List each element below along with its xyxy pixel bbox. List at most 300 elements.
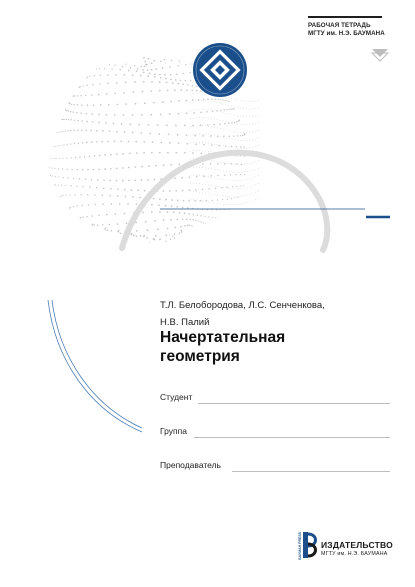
decor-dot xyxy=(193,112,195,114)
decor-dot xyxy=(62,169,63,170)
decor-dot xyxy=(59,158,60,159)
decor-dot xyxy=(207,124,209,126)
decor-dot xyxy=(211,144,213,146)
decor-dot xyxy=(135,103,137,105)
decor-dot xyxy=(239,197,240,198)
decor-dot xyxy=(130,67,132,69)
decor-dot xyxy=(166,82,168,84)
decor-dot xyxy=(162,67,164,69)
decor-dot xyxy=(77,130,79,132)
decor-dot xyxy=(110,154,112,156)
decor-dot xyxy=(128,70,130,72)
decor-dot xyxy=(180,89,182,91)
decor-dot xyxy=(55,184,56,185)
decor-dot xyxy=(217,175,219,177)
decor-dot xyxy=(222,199,223,200)
series-label xyxy=(308,16,388,38)
decor-dot xyxy=(173,211,175,213)
university-emblem-icon xyxy=(192,42,248,98)
decor-dot xyxy=(55,146,56,147)
decor-dot xyxy=(230,108,231,109)
decor-dot xyxy=(216,209,217,210)
decor-dot xyxy=(179,62,180,63)
title-line-1: Начертательная xyxy=(160,329,286,346)
decor-dot xyxy=(133,91,135,93)
decor-dot xyxy=(234,122,235,123)
series-line-2: МГТУ им. Н.Э. БАУМАНА xyxy=(308,30,385,37)
decor-dot xyxy=(231,198,232,199)
decor-dot xyxy=(243,147,244,148)
decor-dot xyxy=(177,200,179,202)
decor-dot xyxy=(87,194,89,196)
decor-dot xyxy=(148,165,150,167)
teacher-label: Преподаватель xyxy=(160,460,221,470)
decor-dot xyxy=(79,157,81,159)
group-field xyxy=(160,426,390,438)
decor-dot xyxy=(169,113,171,115)
decor-dot xyxy=(169,66,171,68)
decor-dot xyxy=(77,104,78,105)
decor-dot xyxy=(223,136,225,138)
decor-dot xyxy=(94,155,96,157)
decor-dot xyxy=(203,99,205,101)
decor-dot xyxy=(104,168,106,170)
decor-dot xyxy=(49,167,50,168)
group-input-line[interactable] xyxy=(194,437,390,438)
decor-dot xyxy=(152,141,154,143)
decor-dot xyxy=(96,141,98,143)
decor-dot xyxy=(102,203,104,205)
decor-dot xyxy=(125,82,127,84)
decor-wave-line xyxy=(190,167,260,172)
decor-dot xyxy=(208,188,210,190)
decor-dot xyxy=(184,225,186,227)
decor-dot xyxy=(85,95,87,97)
teacher-field xyxy=(160,460,390,472)
decor-dot xyxy=(200,111,202,113)
decor-dot xyxy=(151,81,153,83)
decor-dot xyxy=(220,99,221,100)
decor-dot xyxy=(51,168,52,169)
decor-dot xyxy=(204,216,205,217)
decor-dot xyxy=(237,197,238,198)
decor-dot xyxy=(165,205,167,207)
decor-dot xyxy=(117,195,119,197)
decor-dot xyxy=(111,230,113,232)
decor-dot xyxy=(95,204,97,206)
decor-dot xyxy=(186,89,188,91)
decor-dot xyxy=(123,74,125,76)
decor-dot xyxy=(69,208,70,209)
decor-dot xyxy=(151,211,153,213)
decor-dot xyxy=(236,186,237,187)
decor-dot xyxy=(169,234,170,235)
decor-dot xyxy=(96,187,98,189)
decor-dot xyxy=(98,122,100,124)
decor-dot xyxy=(77,169,78,170)
chevron-down-icon xyxy=(370,47,390,63)
decor-dot xyxy=(203,175,205,177)
decor-wave-line xyxy=(190,134,260,140)
decor-dot xyxy=(200,124,202,126)
decor-dot xyxy=(182,83,184,85)
decor-dot xyxy=(163,59,164,60)
student-input-line[interactable] xyxy=(198,403,390,404)
decor-dot xyxy=(94,75,95,76)
decor-dot xyxy=(165,63,166,64)
decor-dot xyxy=(169,190,171,192)
decor-dot xyxy=(177,83,179,85)
decor-dot xyxy=(91,94,93,96)
decor-dot xyxy=(185,64,186,65)
decor-dot xyxy=(178,142,180,144)
decor-dot xyxy=(107,229,109,231)
decor-dot xyxy=(235,174,236,175)
decor-dot xyxy=(227,199,228,200)
decor-dot xyxy=(101,141,103,143)
decor-dot xyxy=(109,130,111,132)
decor-dot xyxy=(122,66,123,67)
decor-dot xyxy=(233,135,234,136)
decor-dot xyxy=(170,164,172,166)
decor-dot xyxy=(179,60,180,61)
decor-dot xyxy=(192,226,193,227)
large-gray-arc xyxy=(122,153,327,250)
decor-dot xyxy=(144,190,146,192)
decor-dot xyxy=(226,109,227,110)
decor-dot xyxy=(151,69,153,71)
decor-dot xyxy=(124,131,126,133)
decor-dot xyxy=(68,119,69,120)
decor-dot xyxy=(186,218,188,220)
decor-dot xyxy=(65,195,66,196)
decor-dot xyxy=(79,87,80,88)
decor-dot xyxy=(136,230,138,232)
decor-dot xyxy=(163,219,165,221)
decor-dot xyxy=(183,73,185,75)
decor-dot xyxy=(55,176,56,177)
decor-dot xyxy=(154,220,156,222)
decor-dot xyxy=(175,125,177,127)
decor-dot xyxy=(224,100,225,101)
decor-dot xyxy=(163,164,165,166)
decor-dot xyxy=(114,141,116,143)
decor-dot xyxy=(147,75,149,77)
decor-dot xyxy=(127,203,129,205)
decor-dot xyxy=(99,68,100,69)
decor-dot xyxy=(228,101,229,102)
decor-dot xyxy=(226,100,227,101)
decor-dot xyxy=(63,119,64,120)
decor-dot xyxy=(92,121,94,123)
decor-dot xyxy=(102,194,104,196)
decor-dot xyxy=(116,180,118,182)
publisher-mark-icon xyxy=(300,530,318,560)
decor-dot xyxy=(170,219,172,221)
decor-wave-line xyxy=(190,190,260,197)
decor-dot xyxy=(242,135,243,136)
decor-dot xyxy=(202,163,204,165)
decor-dot xyxy=(159,211,161,213)
decor-dot xyxy=(89,76,90,77)
decor-dot xyxy=(192,219,193,220)
decor-dot xyxy=(102,224,104,226)
decor-dot xyxy=(80,86,81,87)
decor-dot xyxy=(153,238,155,240)
decor-dot xyxy=(135,141,137,143)
decor-dot xyxy=(106,214,108,216)
decor-dot xyxy=(142,91,144,93)
decor-dot xyxy=(96,130,98,132)
decor-dot xyxy=(212,110,214,112)
decor-dot xyxy=(211,200,212,201)
decor-dot xyxy=(224,174,226,176)
decor-dot xyxy=(185,100,187,102)
decor-dot xyxy=(187,84,189,86)
decor-dot xyxy=(107,82,109,84)
decor-dot xyxy=(76,112,78,114)
decor-dot xyxy=(136,71,138,73)
decor-dot xyxy=(116,131,118,133)
decor-dot xyxy=(184,212,186,214)
decor-dot xyxy=(87,104,89,106)
decor-dot xyxy=(151,152,153,154)
decor-dot xyxy=(200,215,201,216)
decor-dot xyxy=(186,112,188,114)
decor-dot xyxy=(212,217,213,218)
decor-dot xyxy=(53,158,54,159)
decor-dot xyxy=(149,73,151,75)
decor-dot xyxy=(172,236,173,237)
decor-dot xyxy=(53,146,54,147)
decor-dot xyxy=(143,235,145,237)
decor-dot xyxy=(143,152,145,154)
decor-dot xyxy=(177,134,179,136)
decor-dot xyxy=(223,109,224,110)
decor-dot xyxy=(140,66,142,68)
decor-dot xyxy=(232,186,233,187)
decor-dot xyxy=(210,135,212,137)
decor-dot xyxy=(132,114,134,116)
decor-dot xyxy=(135,166,137,168)
decor-dot xyxy=(143,72,145,74)
decor-dot xyxy=(71,119,72,120)
decor-dot xyxy=(98,169,100,171)
decor-dot xyxy=(240,174,241,175)
decor-dot xyxy=(85,129,87,131)
decor-dot xyxy=(73,178,74,179)
decor-dot xyxy=(227,187,228,188)
blue-outline-arc-inner xyxy=(52,300,142,428)
decor-dot xyxy=(61,185,62,186)
decor-dot xyxy=(131,233,132,234)
decor-dot xyxy=(106,114,108,116)
decor-dot xyxy=(136,203,138,205)
decor-dot xyxy=(174,238,175,239)
decor-dot xyxy=(240,135,241,136)
publisher-name: ИЗДАТЕЛЬСТВО xyxy=(321,540,393,550)
decor-dot xyxy=(171,205,173,207)
decor-dot xyxy=(89,186,91,188)
decor-dot xyxy=(159,152,161,154)
decor-dot xyxy=(230,174,231,175)
decor-dot xyxy=(93,104,95,106)
decor-dot xyxy=(141,114,143,116)
decor-dot xyxy=(141,166,143,168)
decor-dot xyxy=(66,158,67,159)
decor-dot xyxy=(202,189,204,191)
publisher-logo xyxy=(300,530,395,564)
decor-dot xyxy=(124,189,126,191)
decor-dot xyxy=(192,99,194,101)
decor-dot xyxy=(92,84,94,86)
decor-dot xyxy=(164,74,166,76)
decor-dot xyxy=(151,62,153,64)
decor-dot xyxy=(179,233,181,235)
decor-dot xyxy=(86,121,88,123)
decor-dot xyxy=(158,204,160,206)
decor-dot xyxy=(171,60,172,61)
decor-dot xyxy=(215,217,216,218)
decor-dot xyxy=(144,65,146,67)
decor-dot xyxy=(57,132,58,133)
decor-dot xyxy=(65,185,66,186)
decor-dot xyxy=(140,132,142,134)
decor-dot xyxy=(119,203,121,205)
teacher-input-line[interactable] xyxy=(232,471,390,472)
decor-dot xyxy=(114,114,116,116)
decor-dot xyxy=(123,92,125,94)
decor-dot xyxy=(70,130,71,131)
decor-dot xyxy=(93,169,95,171)
decor-dot xyxy=(157,229,159,231)
decor-dot xyxy=(148,58,150,60)
decor-dot xyxy=(218,145,220,147)
decor-dot xyxy=(131,189,133,191)
decor-dot xyxy=(160,142,162,144)
decor-dot xyxy=(153,102,155,104)
decor-dot xyxy=(103,187,105,189)
decor-dot xyxy=(116,82,118,84)
decor-dot xyxy=(81,104,83,106)
decor-dot xyxy=(147,69,149,71)
decor-dot xyxy=(66,119,67,120)
decor-dot xyxy=(86,142,88,144)
decor-dot xyxy=(82,142,84,144)
decor-dot xyxy=(147,179,149,181)
decor-dot xyxy=(129,123,131,125)
decor-dot xyxy=(191,225,192,226)
decor-dot xyxy=(50,158,51,159)
decor-dot xyxy=(170,78,172,80)
decor-dot xyxy=(94,225,95,226)
decor-dot xyxy=(74,119,76,121)
decor-dot xyxy=(78,142,80,144)
decor-dot xyxy=(141,179,143,181)
decor-wave-line xyxy=(190,109,260,117)
decor-dot xyxy=(159,239,160,240)
decor-dot xyxy=(165,235,167,237)
decor-dot xyxy=(153,198,155,200)
decor-dot xyxy=(198,99,200,101)
decor-dot xyxy=(97,224,98,225)
decor-dot xyxy=(98,94,100,96)
decor-dot xyxy=(110,168,112,170)
decor-wave-line xyxy=(190,183,260,189)
decor-dot xyxy=(104,154,106,156)
decor-dot xyxy=(213,124,215,126)
decor-dot xyxy=(70,207,71,208)
decor-dot xyxy=(195,220,196,221)
decor-dot xyxy=(137,68,139,70)
decor-dot xyxy=(70,185,71,186)
decor-dot xyxy=(58,168,59,169)
decor-dot xyxy=(155,235,157,237)
decor-dot xyxy=(151,204,153,206)
decor-dot xyxy=(210,175,212,177)
decor-dot xyxy=(136,152,138,154)
decor-dot xyxy=(185,80,187,82)
decor-dot xyxy=(231,146,233,148)
decor-dot xyxy=(81,130,83,132)
decor-dot xyxy=(63,144,64,145)
decor-dot xyxy=(108,104,110,106)
decor-dot xyxy=(115,74,117,76)
decor-dot xyxy=(187,207,189,209)
decor-dot xyxy=(132,196,134,198)
decor-dot xyxy=(220,110,222,112)
decor-dot xyxy=(159,90,161,92)
student-label: Студент xyxy=(160,392,193,402)
decor-dot xyxy=(118,230,119,231)
decor-dot xyxy=(189,219,191,221)
decor-dot xyxy=(122,167,124,169)
decor-dot xyxy=(192,124,194,126)
decor-dot xyxy=(178,164,180,166)
decor-dot xyxy=(77,120,79,122)
decor-dot xyxy=(109,224,111,226)
decor-dot xyxy=(77,205,78,206)
decor-dot xyxy=(58,145,59,146)
decor-dot xyxy=(67,169,68,170)
decor-dot xyxy=(200,152,202,154)
decor-dot xyxy=(194,200,196,202)
decor-dot xyxy=(140,235,142,237)
title-line-2: геометрия xyxy=(160,348,240,365)
decor-dot xyxy=(119,69,121,71)
decor-dot xyxy=(102,130,104,132)
decor-dot xyxy=(75,157,76,158)
decor-dot xyxy=(146,237,148,239)
decor-dot xyxy=(115,213,117,215)
decor-dot xyxy=(138,124,140,126)
decor-dot xyxy=(82,186,84,188)
decor-dot xyxy=(236,146,237,147)
decor-dot xyxy=(200,221,201,222)
decor-dot xyxy=(65,130,66,131)
decor-dot xyxy=(80,112,82,114)
decor-dot xyxy=(176,73,178,75)
decor-dot xyxy=(192,152,194,154)
decor-dot xyxy=(160,77,162,79)
decor-wave-line xyxy=(190,175,260,180)
decor-dot xyxy=(174,89,176,91)
decor-dot xyxy=(122,153,124,155)
decor-dot xyxy=(177,219,179,221)
decor-dot xyxy=(68,177,69,178)
decor-dot xyxy=(174,177,176,179)
decor-dot xyxy=(168,134,170,136)
